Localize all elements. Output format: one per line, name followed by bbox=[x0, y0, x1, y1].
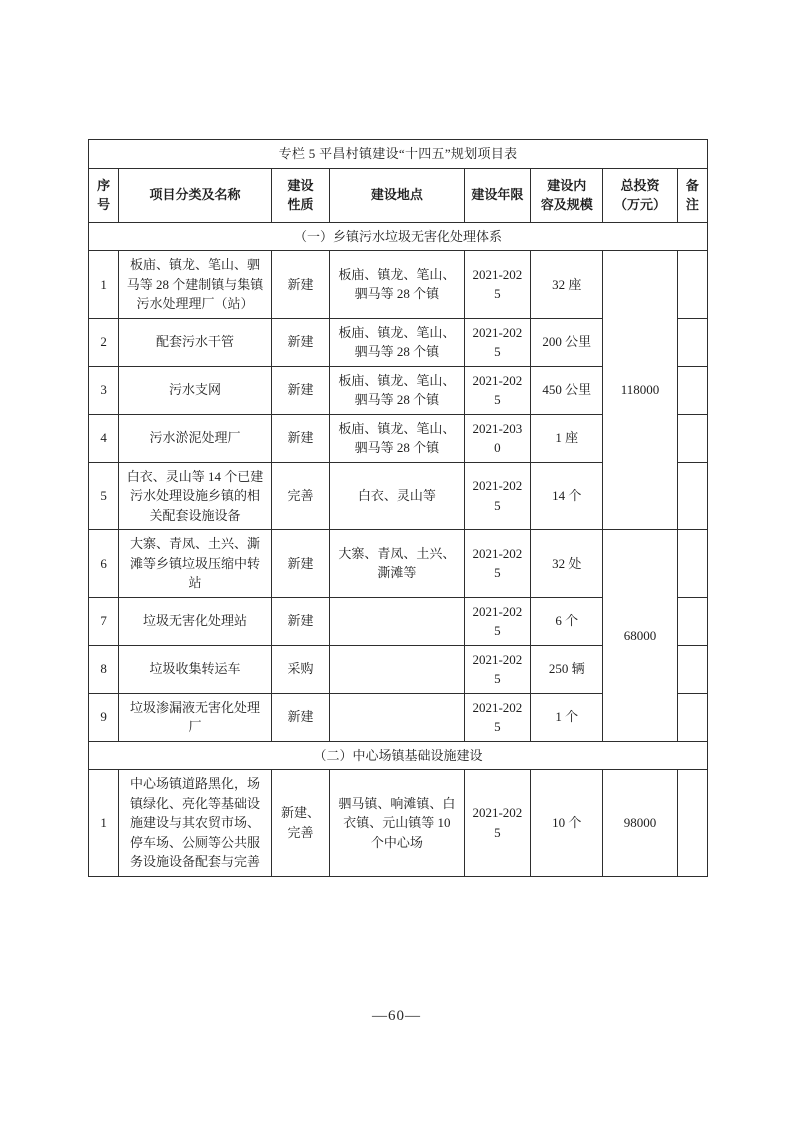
project-name-cell: 污水淤泥处理厂 bbox=[119, 414, 272, 462]
scale-cell: 32 座 bbox=[531, 251, 603, 319]
project-name-cell: 白衣、灵山等 14 个已建污水处理设施乡镇的相关配套设施设备 bbox=[119, 462, 272, 530]
nature-cell: 采购 bbox=[271, 645, 329, 693]
scale-cell: 450 公里 bbox=[531, 366, 603, 414]
location-cell: 板庙、镇龙、笔山、驷马等 28 个镇 bbox=[330, 251, 465, 319]
project-name-cell: 垃圾渗漏液无害化处理厂 bbox=[119, 693, 272, 741]
project-name-cell: 垃圾无害化处理站 bbox=[119, 597, 272, 645]
nature-cell: 新建 bbox=[271, 251, 329, 319]
location-cell bbox=[330, 597, 465, 645]
scale-cell: 1 个 bbox=[531, 693, 603, 741]
investment-cell: 68000 bbox=[603, 530, 677, 742]
row-number-cell: 1 bbox=[89, 770, 119, 877]
location-cell: 驷马镇、响滩镇、白衣镇、元山镇等 10 个中心场 bbox=[330, 770, 465, 877]
years-cell: 2021-2025 bbox=[464, 770, 530, 877]
planning-table bbox=[88, 139, 708, 877]
column-header: 建设地点 bbox=[330, 168, 465, 222]
remark-cell bbox=[677, 366, 707, 414]
investment-cell: 118000 bbox=[603, 251, 677, 530]
project-name-cell: 板庙、镇龙、笔山、驷马等 28 个建制镇与集镇污水处理理厂（站） bbox=[119, 251, 272, 319]
column-header: 建设内容及规模 bbox=[531, 168, 603, 222]
scale-cell: 1 座 bbox=[531, 414, 603, 462]
nature-cell: 新建 bbox=[271, 693, 329, 741]
nature-cell: 完善 bbox=[271, 462, 329, 530]
row-number-cell: 2 bbox=[89, 318, 119, 366]
row-number-cell: 4 bbox=[89, 414, 119, 462]
nature-cell: 新建 bbox=[271, 597, 329, 645]
scale-cell: 200 公里 bbox=[531, 318, 603, 366]
column-header: 建设年限 bbox=[464, 168, 530, 222]
row-number-cell: 3 bbox=[89, 366, 119, 414]
remark-cell bbox=[677, 770, 707, 877]
table-row bbox=[89, 251, 708, 319]
investment-cell: 98000 bbox=[603, 770, 677, 877]
column-header: 项目分类及名称 bbox=[119, 168, 272, 222]
remark-cell bbox=[677, 530, 707, 598]
scale-cell: 250 辆 bbox=[531, 645, 603, 693]
nature-cell: 新建、完善 bbox=[271, 770, 329, 877]
scale-cell: 10 个 bbox=[531, 770, 603, 877]
remark-cell bbox=[677, 251, 707, 319]
section-header-row bbox=[89, 222, 708, 251]
remark-cell bbox=[677, 693, 707, 741]
project-name-cell: 垃圾收集转运车 bbox=[119, 645, 272, 693]
years-cell: 2021-2025 bbox=[464, 597, 530, 645]
remark-cell bbox=[677, 414, 707, 462]
location-cell bbox=[330, 693, 465, 741]
row-number-cell: 7 bbox=[89, 597, 119, 645]
table-title: 专栏 5 平昌村镇建设“十四五”规划项目表 bbox=[89, 140, 708, 169]
nature-cell: 新建 bbox=[271, 318, 329, 366]
years-cell: 2021-2025 bbox=[464, 366, 530, 414]
page-number: —60— bbox=[372, 1008, 421, 1024]
location-cell: 板庙、镇龙、笔山、驷马等 28 个镇 bbox=[330, 318, 465, 366]
table-header-row bbox=[89, 168, 708, 222]
years-cell: 2021-2025 bbox=[464, 645, 530, 693]
column-header: 备注 bbox=[677, 168, 707, 222]
location-cell: 板庙、镇龙、笔山、驷马等 28 个镇 bbox=[330, 414, 465, 462]
section-header: （一）乡镇污水垃圾无害化处理体系 bbox=[89, 222, 708, 251]
column-header: 序号 bbox=[89, 168, 119, 222]
remark-cell bbox=[677, 597, 707, 645]
column-header: 建设性质 bbox=[271, 168, 329, 222]
project-name-cell: 污水支网 bbox=[119, 366, 272, 414]
scale-cell: 32 处 bbox=[531, 530, 603, 598]
section-header-row bbox=[89, 741, 708, 770]
table-row bbox=[89, 770, 708, 877]
years-cell: 2021-2025 bbox=[464, 318, 530, 366]
scale-cell: 14 个 bbox=[531, 462, 603, 530]
scale-cell: 6 个 bbox=[531, 597, 603, 645]
nature-cell: 新建 bbox=[271, 414, 329, 462]
location-cell: 大寨、青凤、土兴、澌滩等 bbox=[330, 530, 465, 598]
remark-cell bbox=[677, 645, 707, 693]
row-number-cell: 9 bbox=[89, 693, 119, 741]
years-cell: 2021-2025 bbox=[464, 462, 530, 530]
project-name-cell: 中心场镇道路黑化，场镇绿化、亮化等基础设施建设与其农贸市场、停车场、公厕等公共服务设施设备配套与完善 bbox=[119, 770, 272, 877]
table-row bbox=[89, 530, 708, 598]
project-name-cell: 大寨、青凤、土兴、澌滩等乡镇垃圾压缩中转站 bbox=[119, 530, 272, 598]
remark-cell bbox=[677, 318, 707, 366]
row-number-cell: 5 bbox=[89, 462, 119, 530]
years-cell: 2021-2025 bbox=[464, 251, 530, 319]
column-header: 总投资（万元） bbox=[603, 168, 677, 222]
nature-cell: 新建 bbox=[271, 366, 329, 414]
nature-cell: 新建 bbox=[271, 530, 329, 598]
years-cell: 2021-2025 bbox=[464, 530, 530, 598]
section-header: （二）中心场镇基础设施建设 bbox=[89, 741, 708, 770]
location-cell: 板庙、镇龙、笔山、驷马等 28 个镇 bbox=[330, 366, 465, 414]
location-cell bbox=[330, 645, 465, 693]
years-cell: 2021-2025 bbox=[464, 693, 530, 741]
years-cell: 2021-2030 bbox=[464, 414, 530, 462]
remark-cell bbox=[677, 462, 707, 530]
row-number-cell: 1 bbox=[89, 251, 119, 319]
project-name-cell: 配套污水干管 bbox=[119, 318, 272, 366]
location-cell: 白衣、灵山等 bbox=[330, 462, 465, 530]
row-number-cell: 6 bbox=[89, 530, 119, 598]
table-title-row bbox=[89, 140, 708, 169]
row-number-cell: 8 bbox=[89, 645, 119, 693]
